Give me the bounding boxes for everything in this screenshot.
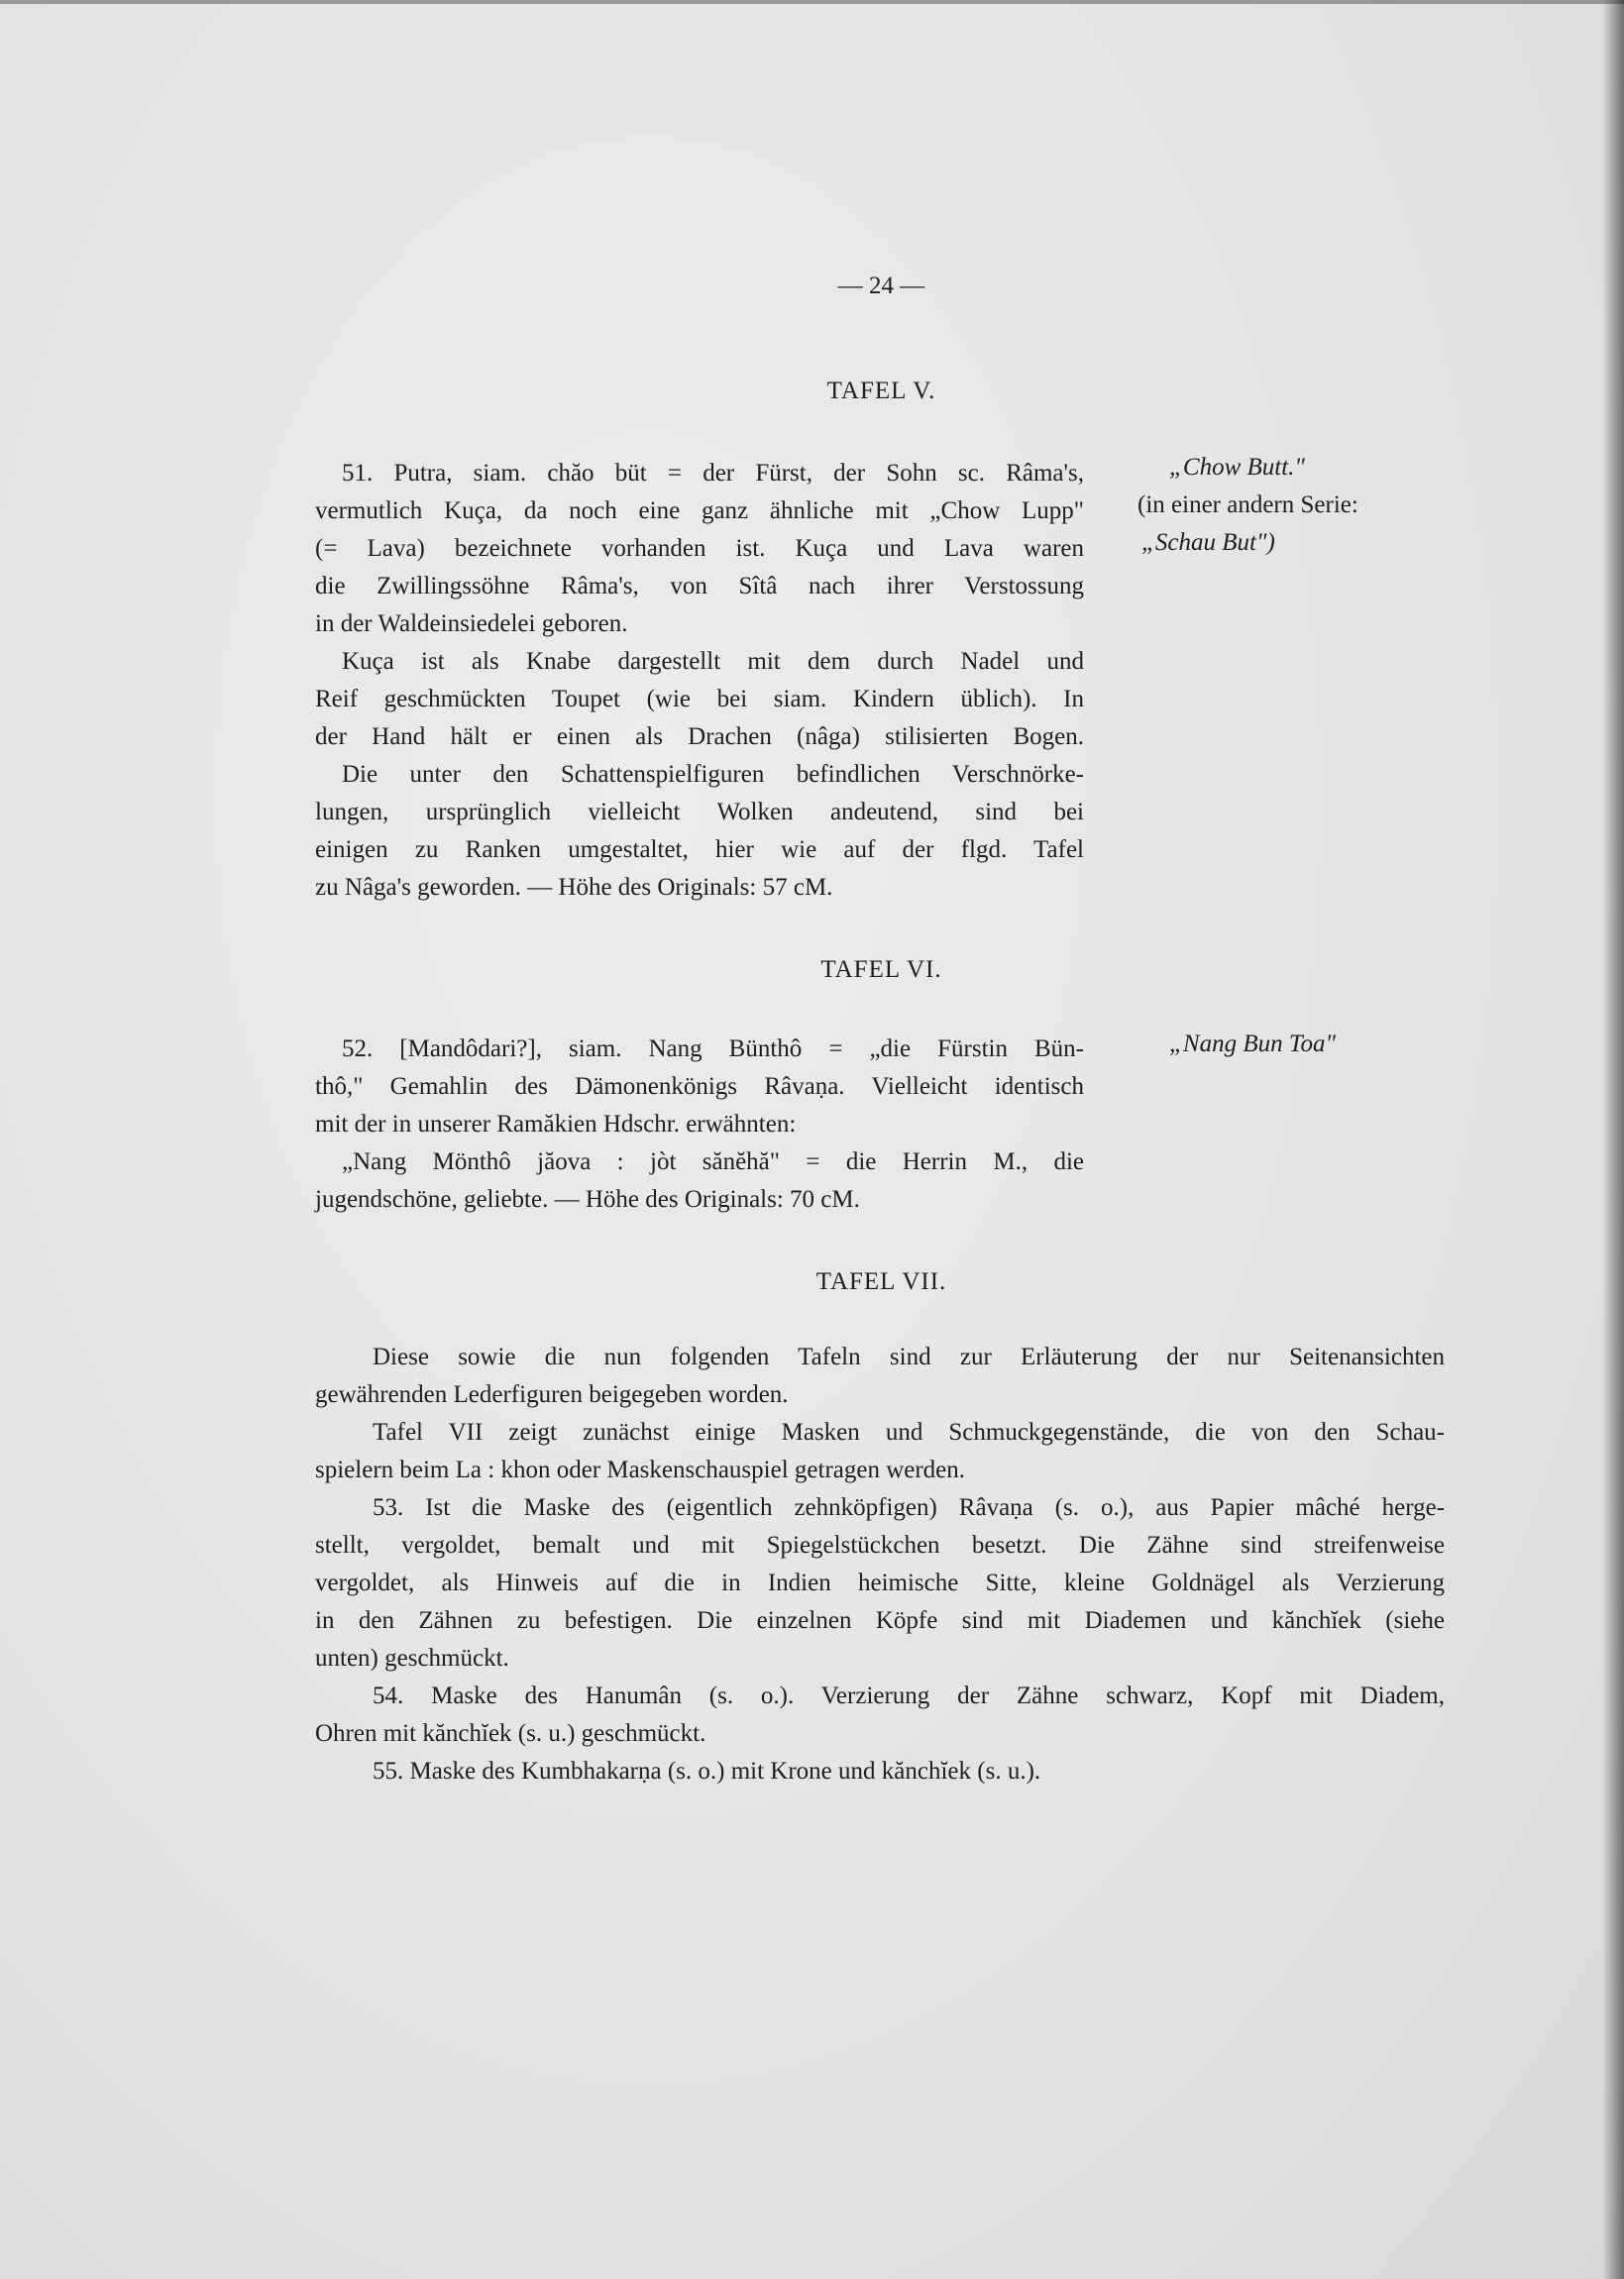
margin-note-tafel-v-3: „Schau But") [1141, 529, 1275, 556]
tafel-v-line-2: vermutlich Kuça, da noch eine ganz ähnliche mit „Chow Lupp" [315, 497, 1084, 524]
heading-tafel-vi: TAFEL VI. [820, 956, 942, 983]
tafel-vii-line-8: in den Zähnen zu befestigen. Die einzelnen Köpfe sind mit Diademen und kănchĭek (siehe [315, 1607, 1445, 1634]
margin-note-tafel-vi-1: „Nang Bun Toa" [1169, 1031, 1336, 1057]
tafel-v-line-4: die Zwillingssöhne Râma's, von Sîtâ nach ihrer Verstossung [315, 573, 1084, 599]
tafel-vii-line-12: 55. Maske des Kumbhakarṇa (s. o.) mit Krone und kănchĭek (s. u.). [373, 1758, 1041, 1785]
tafel-vii-line-7: vergoldet, als Hinweis auf die in Indien heimische Sitte, kleine Goldnägel als Verzierung [315, 1570, 1445, 1596]
tafel-vii-line-10: 54. Maske des Hanumân (s. o.). Verzierung der Zähne schwarz, Kopf mit Diadem, [373, 1682, 1445, 1709]
tafel-v-line-5: in der Waldeinsiedelei geboren. [315, 610, 628, 637]
tafel-vii-line-9: unten) geschmückt. [315, 1645, 509, 1672]
heading-tafel-vii: TAFEL VII. [815, 1268, 947, 1295]
tafel-v-line-6: Kuça ist als Knabe dargestellt mit dem durch Nadel und [342, 648, 1084, 675]
top-edge-shadow [0, 0, 1624, 4]
tafel-vi-line-5: jugendschöne, geliebte. — Höhe des Originals: 70 cM. [315, 1186, 860, 1213]
tafel-vii-line-1: Diese sowie die nun folgenden Tafeln sind zur Erläuterung der nur Seitenansichten [373, 1344, 1445, 1370]
margin-note-tafel-v-2: (in einer andern Serie: [1137, 491, 1358, 518]
tafel-vii-line-3: Tafel VII zeigt zunächst einige Masken und Schmuckgegenstände, die von den Schau- [373, 1419, 1445, 1446]
right-edge-shadow [1602, 0, 1624, 2279]
margin-note-tafel-v-1: „Chow Butt." [1169, 454, 1305, 481]
tafel-v-line-12: zu Nâga's geworden. — Höhe des Originals: 57 cM. [315, 874, 833, 901]
tafel-vi-line-1: 52. [Mandôdari?], siam. Nang Bünthô = „die Fürstin Bün- [342, 1035, 1084, 1062]
tafel-v-line-8: der Hand hält er einen als Drachen (nâga) stilisierten Bogen. [315, 723, 1084, 750]
page-number: — 24 — [837, 272, 925, 299]
tafel-vii-line-5: 53. Ist die Maske des (eigentlich zehnköpfigen) Râvaṇa (s. o.), aus Papier mâché herge- [373, 1494, 1445, 1521]
tafel-vii-line-2: gewährenden Lederfiguren beigegeben worden. [315, 1381, 789, 1408]
tafel-vi-line-4: „Nang Mönthô jăova : jòt sănĕhă" = die Herrin M., die [342, 1148, 1084, 1175]
tafel-vii-line-4: spielern beim La : khon oder Maskenschauspiel getragen werden. [315, 1457, 966, 1483]
tafel-v-line-11: einigen zu Ranken umgestaltet, hier wie auf der flgd. Tafel [315, 836, 1084, 863]
heading-tafel-v: TAFEL V. [826, 378, 936, 404]
tafel-v-line-7: Reif geschmückten Toupet (wie bei siam. Kindern üblich). In [315, 686, 1084, 712]
tafel-v-line-10: lungen, ursprünglich vielleicht Wolken andeutend, sind bei [315, 799, 1084, 825]
tafel-vi-line-2: thô," Gemahlin des Dämonenkönigs Râvaṇa. Vielleicht identisch [315, 1073, 1084, 1100]
tafel-v-line-3: (= Lava) bezeichnete vorhanden ist. Kuça und Lava waren [315, 535, 1084, 562]
tafel-v-line-1: 51. Putra, siam. chăo büt = der Fürst, der Sohn sc. Râma's, [342, 460, 1084, 487]
tafel-vii-line-11: Ohren mit kănchĭek (s. u.) geschmückt. [315, 1720, 706, 1747]
tafel-vii-line-6: stellt, vergoldet, bemalt und mit Spiegelstückchen besetzt. Die Zähne sind streifenweise [315, 1532, 1445, 1559]
tafel-vi-line-3: mit der in unserer Ramăkien Hdschr. erwähnten: [315, 1111, 797, 1138]
tafel-v-line-9: Die unter den Schattenspielfiguren befindlichen Verschnörke- [342, 761, 1084, 788]
